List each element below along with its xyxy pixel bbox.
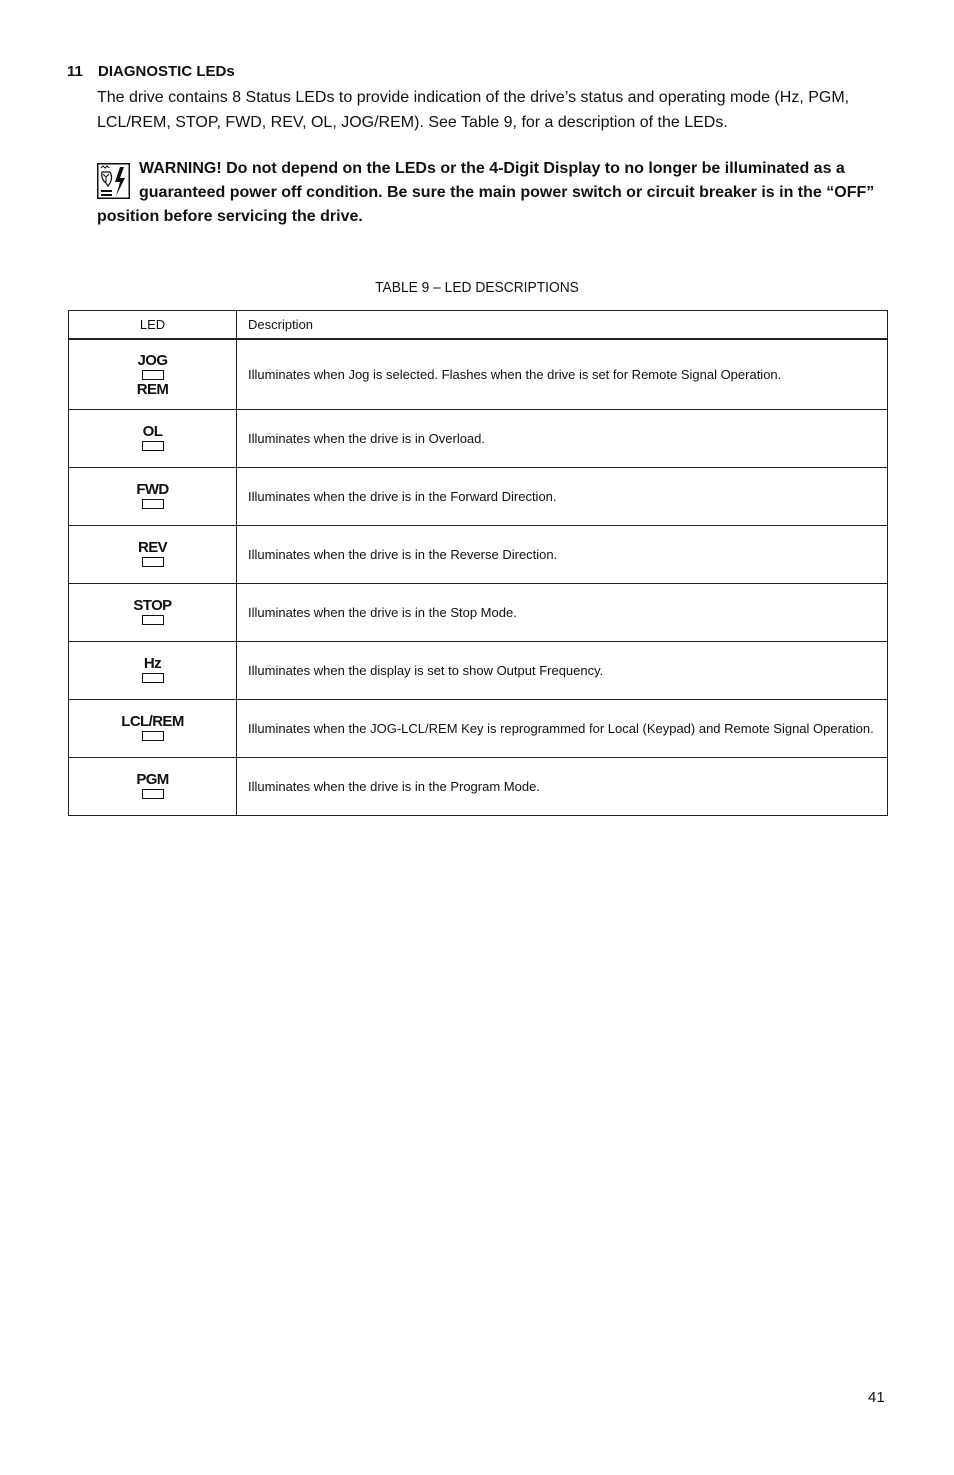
led-lamp-icon	[142, 789, 164, 799]
warning-block	[97, 157, 887, 229]
electrical-hazard-icon	[97, 163, 130, 199]
section-title: DIAGNOSTIC LEDs	[98, 63, 235, 80]
led-description: Illuminates when the drive is in Overload.	[237, 410, 888, 468]
table-caption: TABLE 9 – LED DESCRIPTIONS	[375, 279, 579, 296]
table-row	[69, 642, 888, 700]
table-row	[69, 410, 888, 468]
table-row	[69, 700, 888, 758]
led-label: REM	[136, 380, 169, 398]
led-description: Illuminates when the display is set to show Output Frequency.	[237, 642, 888, 700]
table-row	[69, 758, 888, 816]
led-lamp-icon	[142, 557, 164, 567]
led-indicator	[69, 642, 237, 700]
table-row	[69, 468, 888, 526]
led-label: JOG	[137, 351, 168, 369]
led-indicator	[69, 339, 237, 410]
led-label: LCL/REM	[121, 713, 184, 730]
led-lamp-icon	[142, 370, 164, 380]
table-row	[69, 526, 888, 584]
section-heading	[67, 63, 235, 80]
led-description: Illuminates when the drive is in the Forward Direction.	[237, 468, 888, 526]
page-number: 41	[868, 1389, 885, 1406]
led-label: STOP	[133, 597, 172, 614]
led-lamp-icon	[142, 673, 164, 683]
header-led: LED	[69, 311, 237, 340]
led-indicator	[69, 758, 237, 816]
intro-paragraph: The drive contains 8 Status LEDs to provide indication of the drive’s status and operating mode (Hz, PGM, LCL/REM, STOP, FWD, REV, OL, JOG/REM). See Table 9, for a description of the LEDs.	[97, 89, 850, 131]
led-description: Illuminates when Jog is selected. Flashes when the drive is set for Remote Signal Operation.	[237, 339, 888, 410]
led-lamp-icon	[142, 441, 164, 451]
led-indicator	[69, 584, 237, 642]
led-indicator	[69, 468, 237, 526]
led-label: FWD	[136, 481, 169, 498]
led-indicator	[69, 526, 237, 584]
table-header-row	[69, 311, 888, 340]
table-row	[69, 339, 888, 410]
led-description: Illuminates when the drive is in the Reverse Direction.	[237, 526, 888, 584]
led-description: Illuminates when the drive is in the Program Mode.	[237, 758, 888, 816]
led-label: Hz	[143, 655, 162, 672]
led-lamp-icon	[142, 499, 164, 509]
led-description: Illuminates when the JOG-LCL/REM Key is reprogrammed for Local (Keypad) and Remote Signal Operation.	[237, 700, 888, 758]
header-description: Description	[237, 311, 888, 340]
led-lamp-icon	[142, 731, 164, 741]
led-label: REV	[137, 539, 168, 556]
led-indicator	[69, 700, 237, 758]
led-label: PGM	[136, 771, 169, 788]
led-descriptions-table	[68, 310, 888, 816]
led-description: Illuminates when the drive is in the Stop Mode.	[237, 584, 888, 642]
section-number: 11	[67, 63, 83, 80]
led-lamp-icon	[142, 615, 164, 625]
led-label: OL	[142, 423, 163, 440]
warning-text: WARNING! Do not depend on the LEDs or the 4-Digit Display to no longer be illuminated as a guaranteed power off condition. Be sure the main power switch or circuit breaker is in the “OFF” position before servicing the drive.	[97, 160, 875, 225]
led-indicator	[69, 410, 237, 468]
table-row	[69, 584, 888, 642]
